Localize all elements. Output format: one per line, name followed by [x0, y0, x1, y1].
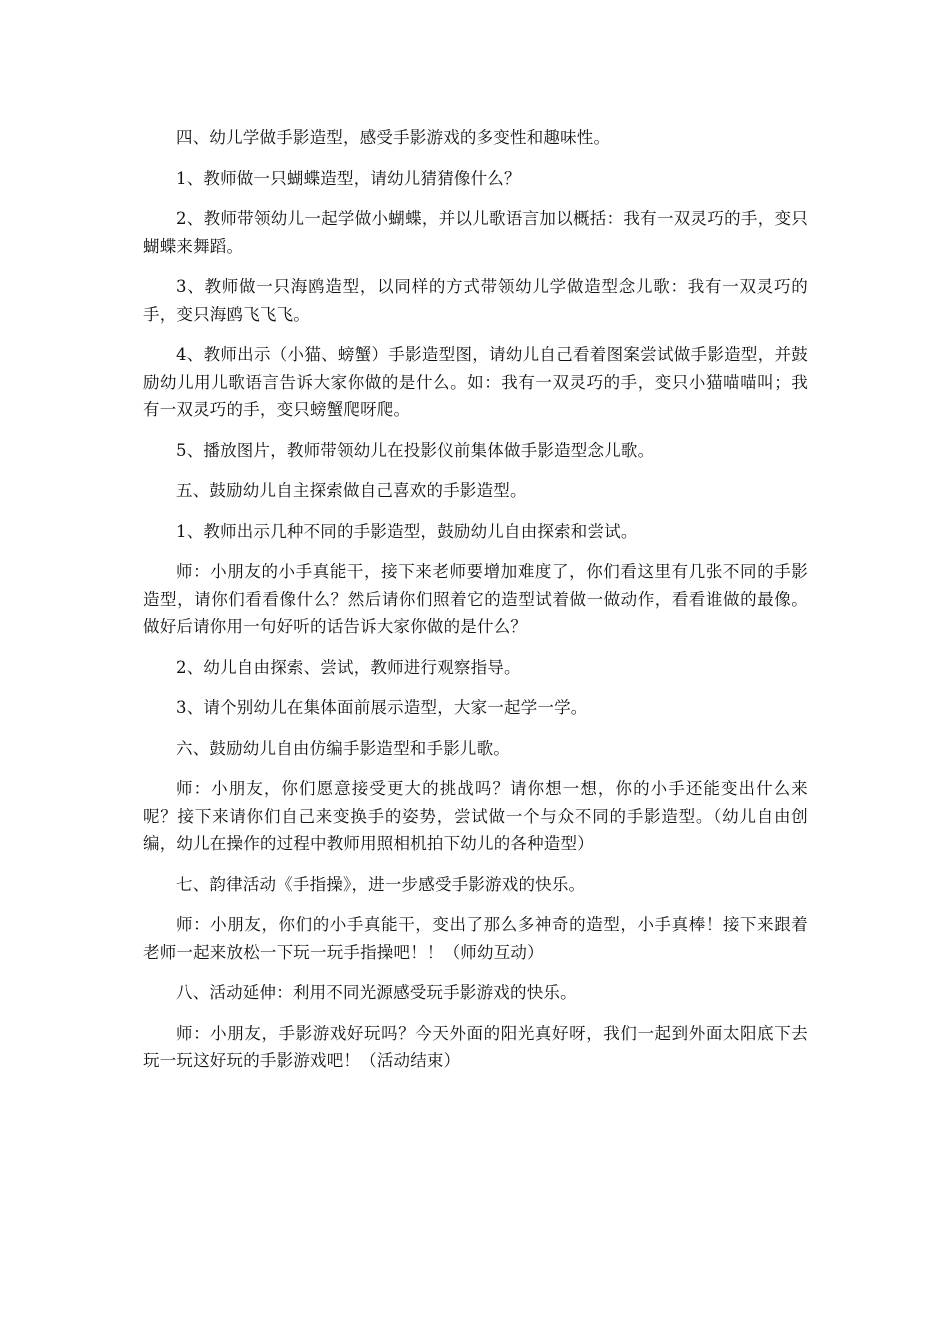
- section-heading-5: 五、鼓励幼儿自主探索做自己喜欢的手影造型。: [176, 481, 527, 500]
- section-heading-7: 七、韵律活动《手指操》，进一步感受手影游戏的快乐。: [176, 874, 586, 894]
- teacher-dialogue-paragraph: 师：小朋友，你们的小手真能干，变出了那么多神奇的造型，小手真棒！接下来跟着老师一起来放松一下玩一玩手指操吧！！（师幼互动）: [143, 915, 808, 962]
- section-heading-8: 八、活动延伸：利用不同光源感受玩手影游戏的快乐。: [176, 983, 577, 1002]
- section-heading-6: 六、鼓励幼儿自由仿编手影造型和手影儿歌。: [176, 738, 510, 758]
- step-paragraph: 3、教师做一只海鸥造型，以同样的方式带领幼儿学做造型念儿歌：我有一双灵巧的手，变只海鸥飞飞飞。: [143, 277, 808, 324]
- teacher-dialogue-paragraph: 师：小朋友，你们愿意接受更大的挑战吗？请你想一想，你的小手还能变出什么来呢？接下来请你们自己来变换手的姿势，尝试做一个与众不同的手影造型。（幼儿自由创编，幼儿在操作的过程中教师用照相机拍下幼儿的各种造型）: [143, 779, 808, 853]
- step-paragraph: 2、教师带领幼儿一起学做小蝴蝶，并以儿歌语言加以概括：我有一双灵巧的手，变只蝴蝶来舞蹈。: [143, 209, 808, 256]
- step-paragraph: 1、教师出示几种不同的手影造型，鼓励幼儿自由探索和尝试。: [176, 521, 638, 541]
- section-heading-4: 四、幼儿学做手影造型，感受手影游戏的多变性和趣味性。: [176, 128, 611, 147]
- step-paragraph: 1、教师做一只蝴蝶造型，请幼儿猜猜像什么？: [176, 168, 521, 188]
- teacher-dialogue-paragraph: 师：小朋友的小手真能干，接下来老师要增加难度了，你们看这里有几张不同的手影造型，请你们看看像什么？然后请你们照着它的造型试着做一做动作，看看谁做的最像。做好后请你用一句好听的话告诉大家你做的是什么？: [143, 562, 808, 636]
- step-paragraph: 3、请个别幼儿在集体面前展示造型，大家一起学一学。: [176, 698, 588, 717]
- teacher-dialogue-paragraph: 师：小朋友，手影游戏好玩吗？今天外面的阳光真好呀，我们一起到外面太阳底下去玩一玩这好玩的手影游戏吧！（活动结束）: [143, 1023, 808, 1070]
- document-body: [143, 124, 808, 1088]
- step-paragraph: 2、幼儿自由探索、尝试，教师进行观察指导。: [176, 657, 521, 677]
- step-paragraph: 5、播放图片，教师带领幼儿在投影仪前集体做手影造型念儿歌。: [176, 440, 655, 460]
- step-paragraph: 4、教师出示（小猫、螃蟹）手影造型图，请幼儿自己看着图案尝试做手影造型，并鼓励幼儿用儿歌语言告诉大家你做的是什么。如：我有一双灵巧的手，变只小猫喵喵叫；我有一双灵巧的手，变只螃蟹爬呀爬。: [143, 345, 808, 419]
